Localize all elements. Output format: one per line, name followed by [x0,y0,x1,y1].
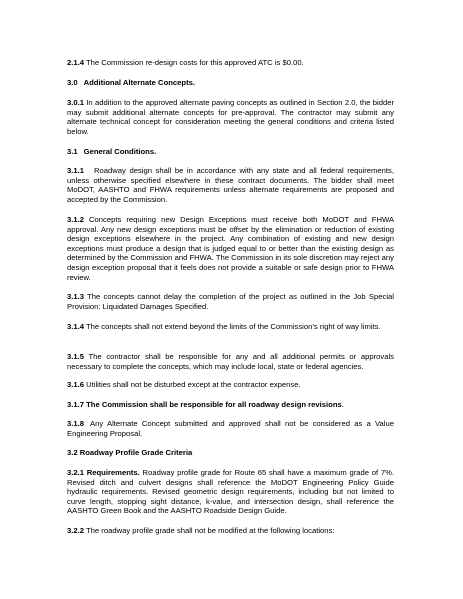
paragraph-3-1-4 [67,322,394,332]
section-number: 3.1.1 [67,166,84,175]
paragraph-3-1-2 [67,215,394,282]
paragraph-text: The Commission shall be responsible for all roadway design revisions [86,400,342,409]
paragraph-2-1-4 [67,58,394,68]
paragraph-text: In addition to the approved alternate paving concepts as outlined in Section 2.0, the bidder may submit additional alternate concepts for pre-approval. The contractor may submit any alternate technical concept for consideration meeting the general conditions and criteria listed below. [67,98,394,136]
paragraph-3-1-6 [67,380,394,390]
paragraph-3-1-7 [67,400,394,410]
heading-text: Roadway Profile Grade Criteria [79,448,193,457]
paragraph-3-2-2 [67,526,394,536]
heading-3-1 [67,147,394,157]
paragraph-3-1-1 [67,166,394,204]
heading-text: General Conditions. [83,147,157,156]
paragraph-3-0-1 [67,98,394,136]
paragraph-text: The concepts cannot delay the completion of the project as outlined in the Job Special Provision: Liquidated Damages Specified. [67,292,394,311]
paragraph-text: Utilities shall not be disturbed except at the contractor expense. [86,380,301,389]
paragraph-text: The concepts shall not extend beyond the limits of the Commission’s right of way limits. [86,322,381,331]
paragraph-text: Concepts requiring new Design Exceptions must receive both MoDOT and FHWA approval. Any new design exceptions must be offset by the elimination or reduction of existing design exceptions elsewhere in the project. Any combination of existing and new design exceptions must produce a design that is judged equal to or better than the existing design as determined by the Commission and FHWA. The Commission in its sole discretion may reject any design exception proposal that it feels does not provide a suitable or safe design prior to FHWA review. [67,215,394,282]
paragraph-text: Roadway profile grade for Route 65 shall have a maximum grade of 7%. Revised ditch and culvert designs shall reference the MoDOT Engineering Policy Guide hydraulic requirements. Revised geometric design requirements, including but not limited to curve length, stopping sight distance, k-value, and intersection design, shall reference the AASHTO Green Book and the AASHTO Roadside Design Guide. [67,468,394,516]
section-number: 3.1 [67,147,78,156]
paragraph-tail: . [341,400,344,409]
section-number: 3.1.7 [67,400,84,409]
paragraph-3-2-1 [67,468,394,516]
section-number: 3.1.4 [67,322,84,331]
section-number: 3.0 [67,78,78,87]
paragraph-text: Any Alternate Concept submitted and approved shall not be considered as a Value Engineering Proposal. [67,419,394,438]
paragraph-text: The Commission re-design costs for this approved ATC is $0.00. [86,58,304,67]
paragraph-text: The contractor shall be responsible for any and all additional permits or approvals necessary to complete the concepts, which may include local, state or federal agencies. [67,352,394,371]
section-number: 3.1.8 [67,419,84,428]
heading-text: Additional Alternate Concepts. [83,78,195,87]
paragraph-3-1-8 [67,419,394,438]
section-number: 3.1.2 [67,215,84,224]
paragraph-text: Roadway design shall be in accordance with any state and all federal requirements, unless otherwise specified elsewhere in these contract documents. The bidder shall meet MoDOT, AASHTO and FHWA requirements unless alternate requirements are proposed and accepted by the Commission. [67,166,394,204]
section-number: 3.2 [67,448,78,457]
section-number: 2.1.4 [67,58,84,67]
paragraph-lead: Requirements. [86,468,140,477]
heading-3-0 [67,78,394,88]
section-number: 3.2.1 [67,468,84,477]
section-number: 3.0.1 [67,98,84,107]
section-number: 3.1.3 [67,292,84,301]
paragraph-3-1-3 [67,292,394,311]
paragraph-text: The roadway profile grade shall not be modified at the following locations: [86,526,335,535]
section-number: 3.1.6 [67,380,84,389]
heading-3-2 [67,448,394,458]
paragraph-3-1-5 [67,352,394,371]
section-number: 3.1.5 [67,352,84,361]
section-number: 3.2.2 [67,526,84,535]
